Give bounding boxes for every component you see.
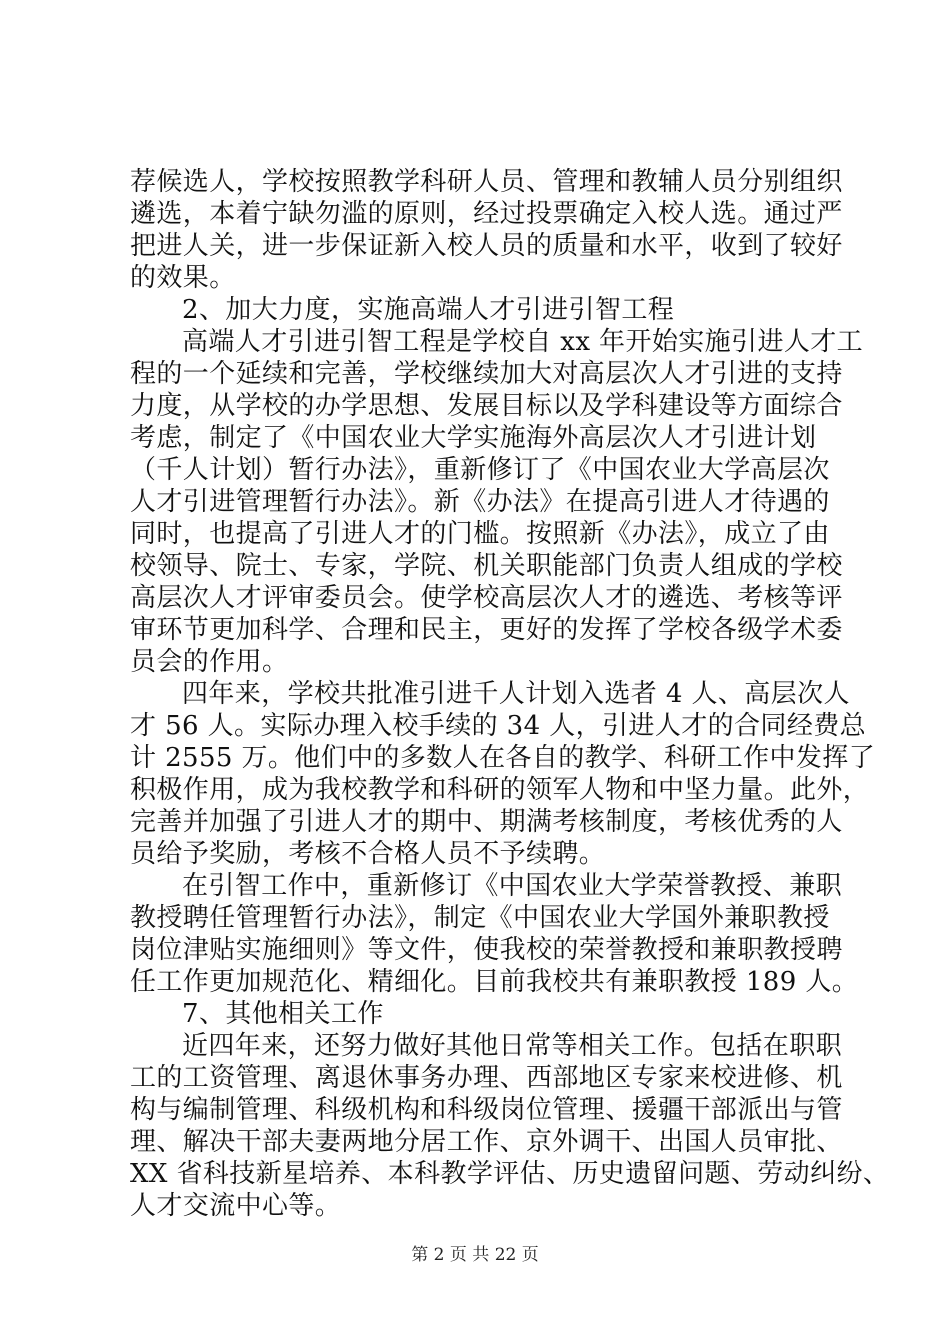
page-number-footer: 第 2 页 共 22 页 [411,1245,539,1265]
text-line: 高层次人才评审委员会。使学校高层次人才的遴选、考核等评 [130,583,843,613]
text-line: 人才交流中心等。 [130,1191,342,1221]
text-line: 岗位津贴实施细则》等文件，使我校的荣誉教授和兼职教授聘 [130,935,843,965]
text-line: 审环节更加科学、合理和民主，更好的发挥了学校各级学术委 [130,615,843,645]
text-line: 的效果。 [130,263,236,293]
paragraph [130,326,864,678]
text-line: 考虑，制定了《中国农业大学实施海外高层次人才引进计划 [130,423,817,453]
text-line: 积极作用，成为我校教学和科研的领军人物和中坚力量。此外， [130,775,870,805]
section-heading [130,998,840,1030]
text-line: 员给予奖励，考核不合格人员不予续聘。 [130,839,606,869]
text-line: 荐候选人，学校按照教学科研人员、管理和教辅人员分别组织 [130,167,843,197]
text-line: XX 省科技新星培养、本科教学评估、历史遗留问题、劳动纠纷、 [130,1159,890,1189]
text-line: 理、解决干部夫妻两地分居工作、京外调干、出国人员审批、 [130,1127,843,1157]
paragraph [130,166,843,294]
text-line: 近四年来，还努力做好其他日常等相关工作。包括在职职 [182,1031,843,1061]
text-line: 构与编制管理、科级机构和科级岗位管理、援疆干部派出与管 [130,1095,843,1125]
text-line: 四年来，学校共批准引进千人计划入选者 4 人、高层次人 [182,679,850,709]
paragraph [130,678,876,870]
text-line: 计 2555 万。他们中的多数人在各自的教学、科研工作中发挥了 [130,743,876,773]
text-line: 人才引进管理暂行办法》。新《办法》在提高引进人才待遇的 [130,487,830,517]
heading-line: 7、其他相关工作 [182,999,384,1029]
text-line: 校领导、院士、专家，学院、机关职能部门负责人组成的学校 [130,551,843,581]
text-line: 把进人关，进一步保证新入校人员的质量和水平，收到了较好 [130,231,843,261]
text-line: 遴选，本着宁缺勿滥的原则，经过投票确定入校人选。通过严 [130,199,843,229]
text-line: 力度，从学校的办学思想、发展目标以及学科建设等方面综合 [130,391,843,421]
text-line: 教授聘任管理暂行办法》，制定《中国农业大学国外兼职教授 [130,903,830,933]
text-line: 任工作更加规范化、精细化。目前我校共有兼职教授 189 人。 [130,967,859,997]
document-body [130,166,890,1222]
section-heading [130,294,840,326]
paragraph [130,870,859,998]
text-line: 在引智工作中，重新修订《中国农业大学荣誉教授、兼职 [182,871,843,901]
text-line: 完善并加强了引进人才的期中、期满考核制度，考核优秀的人 [130,807,843,837]
text-line: （千人计划）暂行办法》，重新修订了《中国农业大学高层次 [130,455,830,485]
text-line: 程的一个延续和完善，学校继续加大对高层次人才引进的支持 [130,359,843,389]
paragraph [130,1030,890,1222]
text-line: 工的工资管理、离退休事务办理、西部地区专家来校进修、机 [130,1063,843,1093]
heading-line: 2、加大力度，实施高端人才引进引智工程 [182,295,675,325]
text-line: 高端人才引进引智工程是学校自 xx 年开始实施引进人才工 [182,327,864,357]
text-line: 员会的作用。 [130,647,289,677]
text-line: 才 56 人。实际办理入校手续的 34 人，引进人才的合同经费总 [130,711,867,741]
text-line: 同时，也提高了引进人才的门槛。按照新《办法》，成立了由 [130,519,830,549]
